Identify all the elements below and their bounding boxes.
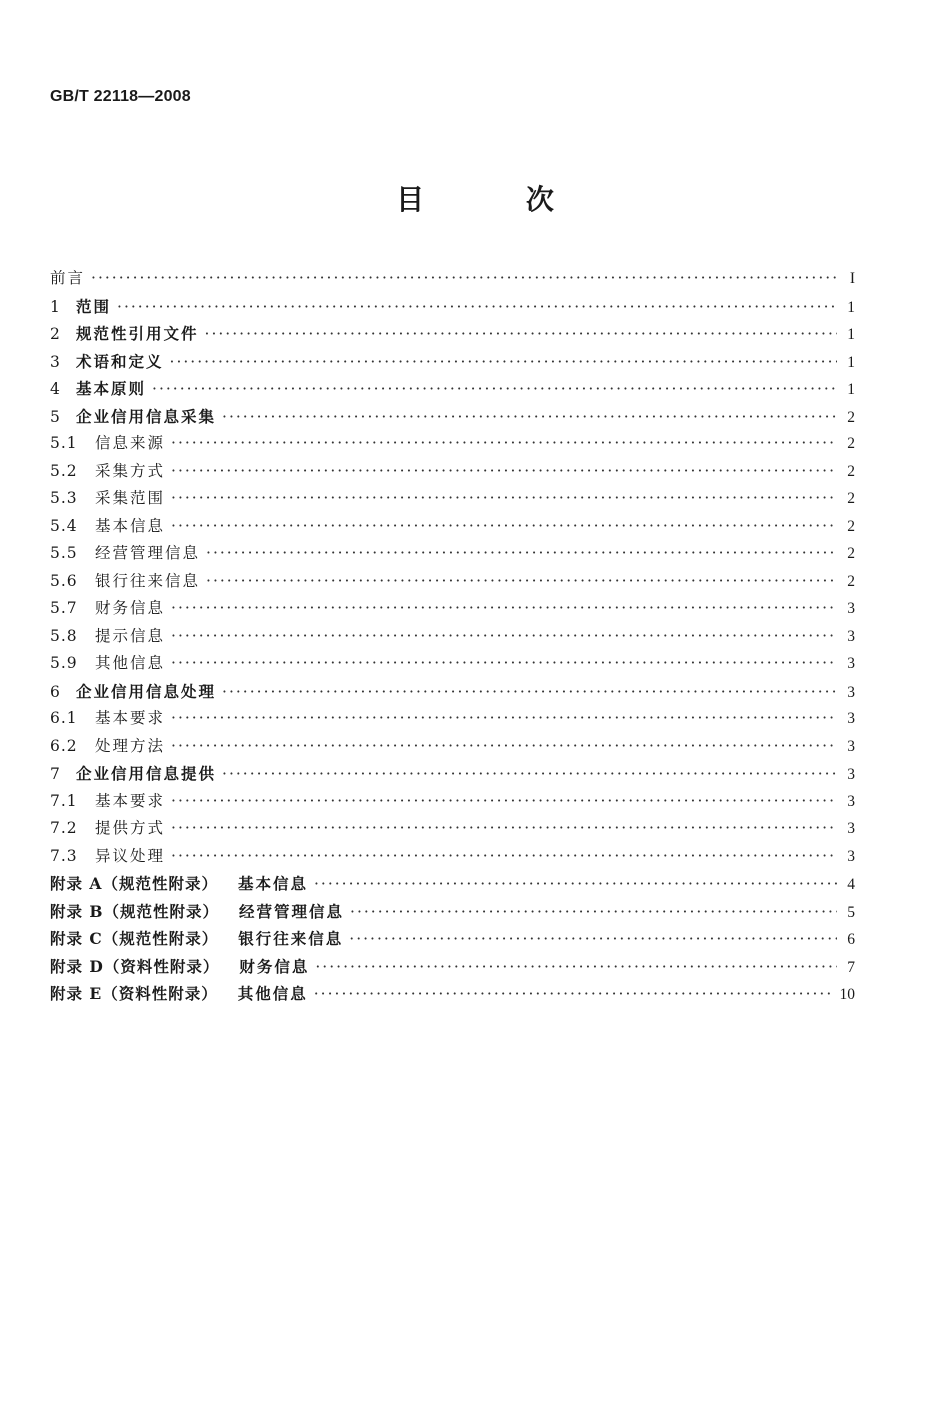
toc-entry-label: 采集方式 <box>95 461 166 480</box>
toc-entry-page: 2 <box>847 435 855 452</box>
toc-entry-number: 1 <box>50 297 61 316</box>
toc-entry-page: 1 <box>847 353 855 371</box>
toc-entry-number: 5 <box>50 407 61 426</box>
toc-entry-page: 1 <box>847 381 855 398</box>
toc-entry-page: 3 <box>847 627 855 645</box>
toc-entry[interactable] <box>50 430 855 458</box>
toc-entry-number: 6.1 <box>50 709 78 727</box>
toc-entry-page: 2 <box>847 517 855 535</box>
dot-leader <box>222 404 837 432</box>
toc-entry[interactable] <box>50 375 855 403</box>
toc-entry[interactable] <box>50 815 855 843</box>
toc-entry-page: 1 <box>847 326 855 343</box>
dot-leader <box>171 430 837 458</box>
annex-prefix: 附录 B <box>50 901 104 921</box>
toc-entry[interactable] <box>50 513 855 541</box>
toc-entry-page: 6 <box>847 931 855 948</box>
toc-entry-page: 2 <box>847 572 855 590</box>
toc-entry-number: 5.9 <box>50 654 78 672</box>
toc-annex-entry[interactable] <box>50 953 855 981</box>
toc-entry-label: 企业信用信息处理 <box>76 681 217 701</box>
dot-leader <box>350 899 837 927</box>
toc-entry-page: 3 <box>847 683 855 701</box>
toc-entry-page: 3 <box>847 710 855 727</box>
toc-entry[interactable] <box>50 623 855 651</box>
toc-entry-page: 7 <box>847 958 855 976</box>
toc-entry-label: 基本要求 <box>95 709 166 727</box>
toc-entry-label: 提示信息 <box>95 626 166 645</box>
toc-entry-number: 5.5 <box>50 544 78 562</box>
dot-leader <box>222 761 837 789</box>
dot-leader <box>171 513 837 541</box>
dot-leader <box>206 540 837 568</box>
toc-entry-page: 3 <box>847 766 855 783</box>
toc-entry-number: 3 <box>50 352 61 371</box>
toc-entry[interactable] <box>50 760 855 788</box>
toc-entry[interactable] <box>50 568 855 596</box>
dot-leader <box>171 733 837 761</box>
toc-entry[interactable] <box>50 293 855 321</box>
toc-entry-page: 3 <box>847 737 855 755</box>
toc-entry-label: 企业信用信息采集 <box>76 406 217 426</box>
toc-entry-label: 财务信息 <box>95 599 166 617</box>
toc-entry-label: 规范性引用文件 <box>76 324 199 343</box>
toc-entry[interactable] <box>50 348 855 376</box>
toc-entry-label: 基本要求 <box>95 791 166 810</box>
toc-entry-label: 信息来源 <box>95 434 166 452</box>
toc-entry-label: 提供方式 <box>95 819 166 837</box>
toc-entry[interactable] <box>50 705 855 733</box>
toc-entry[interactable] <box>50 320 855 348</box>
toc-entry-page: 3 <box>847 820 855 837</box>
annex-type: （规范性附录） <box>102 874 218 893</box>
dot-leader <box>315 954 837 982</box>
toc-entry-number: 5.3 <box>50 489 78 507</box>
toc-entry[interactable] <box>50 403 855 431</box>
dot-leader <box>314 981 834 1009</box>
dot-leader <box>206 568 837 596</box>
toc-entry-number: 5.8 <box>50 626 78 645</box>
dot-leader <box>171 650 837 678</box>
toc-entry-label: 采集范围 <box>95 489 166 507</box>
toc-entry-number: 7.1 <box>50 791 78 810</box>
toc-entry-label: 基本信息 <box>95 516 166 535</box>
toc-entry-page: 2 <box>847 490 855 507</box>
dot-leader <box>171 815 837 843</box>
annex-prefix: 附录 C <box>50 929 103 948</box>
annex-title: 基本信息 <box>237 874 308 893</box>
standard-code: GB/T 22118—2008 <box>50 88 191 105</box>
toc-entry-number: 6.2 <box>50 736 78 755</box>
toc-entry-page: 2 <box>847 408 855 426</box>
toc-entry-number: 5.1 <box>50 434 78 452</box>
toc-entry-label: 前言 <box>50 269 86 287</box>
toc-entry[interactable] <box>50 540 855 568</box>
annex-type: （规范性附录） <box>102 929 219 948</box>
toc-list <box>50 265 855 1008</box>
toc-entry[interactable] <box>50 733 855 761</box>
annex-type: （资料性附录） <box>102 984 218 1003</box>
dot-leader <box>171 843 837 871</box>
dot-leader <box>171 623 837 651</box>
dot-leader <box>205 321 837 349</box>
dot-leader <box>171 458 837 486</box>
toc-entry-label: 异议处理 <box>95 846 166 865</box>
dot-leader <box>349 926 837 954</box>
toc-entry[interactable] <box>50 458 855 486</box>
annex-title: 财务信息 <box>239 956 310 976</box>
toc-entry-number: 7.3 <box>50 846 78 865</box>
annex-prefix: 附录 E <box>50 984 103 1003</box>
toc-entry-number: 5.4 <box>50 516 78 535</box>
toc-entry-page: I <box>849 270 855 287</box>
dot-leader <box>91 265 837 293</box>
annex-prefix: 附录 A <box>50 874 103 893</box>
toc-entry-number: 5.6 <box>50 571 78 590</box>
toc-entry-number: 4 <box>50 380 61 398</box>
dot-leader <box>171 595 837 623</box>
toc-entry-page: 3 <box>847 847 855 865</box>
dot-leader <box>117 294 837 322</box>
annex-title: 银行往来信息 <box>238 929 344 948</box>
toc-annex-entry[interactable] <box>50 870 855 898</box>
dot-leader <box>171 705 837 733</box>
dot-leader <box>171 485 837 513</box>
toc-entry-page: 5 <box>847 903 855 921</box>
toc-entry-page: 3 <box>847 792 855 810</box>
toc-annex-entry[interactable] <box>50 980 855 1008</box>
annex-title: 经营管理信息 <box>239 901 345 921</box>
toc-entry-number: 5.7 <box>50 599 78 617</box>
toc-entry-page: 2 <box>847 462 855 480</box>
toc-entry-label: 术语和定义 <box>76 351 164 371</box>
toc-entry-label: 范围 <box>76 296 112 316</box>
toc-entry[interactable] <box>50 595 855 623</box>
toc-entry-label: 企业信用信息提供 <box>76 764 217 783</box>
toc-annex-entry[interactable] <box>50 898 855 926</box>
toc-entry-label: 基本原则 <box>76 379 147 398</box>
toc-entry[interactable] <box>50 650 855 678</box>
toc-entry-number: 7.2 <box>50 819 78 837</box>
toc-entry[interactable] <box>50 265 855 293</box>
toc-entry-number: 5.2 <box>50 461 78 480</box>
dot-leader <box>170 349 837 377</box>
annex-prefix: 附录 D <box>50 956 104 976</box>
toc-entry-number: 7 <box>50 765 61 783</box>
toc-entry[interactable] <box>50 678 855 706</box>
toc-entry-label: 银行往来信息 <box>95 571 201 590</box>
toc-entry-label: 处理方法 <box>95 736 166 755</box>
toc-entry[interactable] <box>50 485 855 513</box>
dot-leader <box>222 679 837 707</box>
toc-entry-number: 2 <box>50 325 61 343</box>
annex-type: （资料性附录） <box>103 956 220 976</box>
page-title: 目 次 <box>396 183 600 216</box>
toc-entry-label: 经营管理信息 <box>95 544 201 562</box>
toc-entry-page: 3 <box>847 655 855 672</box>
toc-entry-page: 3 <box>847 600 855 617</box>
toc-entry[interactable] <box>50 788 855 816</box>
toc-annex-entry[interactable] <box>50 925 855 953</box>
toc-entry-page: 10 <box>839 986 855 1003</box>
annex-title: 其他信息 <box>237 984 308 1003</box>
dot-leader <box>314 871 837 899</box>
toc-entry[interactable] <box>50 843 855 871</box>
annex-type: （规范性附录） <box>103 901 220 921</box>
dot-leader <box>152 376 837 404</box>
toc-entry-page: 1 <box>847 298 855 316</box>
toc-entry-number: 6 <box>50 682 61 701</box>
toc-entry-page: 2 <box>847 545 855 562</box>
toc-entry-page: 4 <box>847 876 855 893</box>
toc-entry-label: 其他信息 <box>95 654 166 672</box>
dot-leader <box>171 788 837 816</box>
